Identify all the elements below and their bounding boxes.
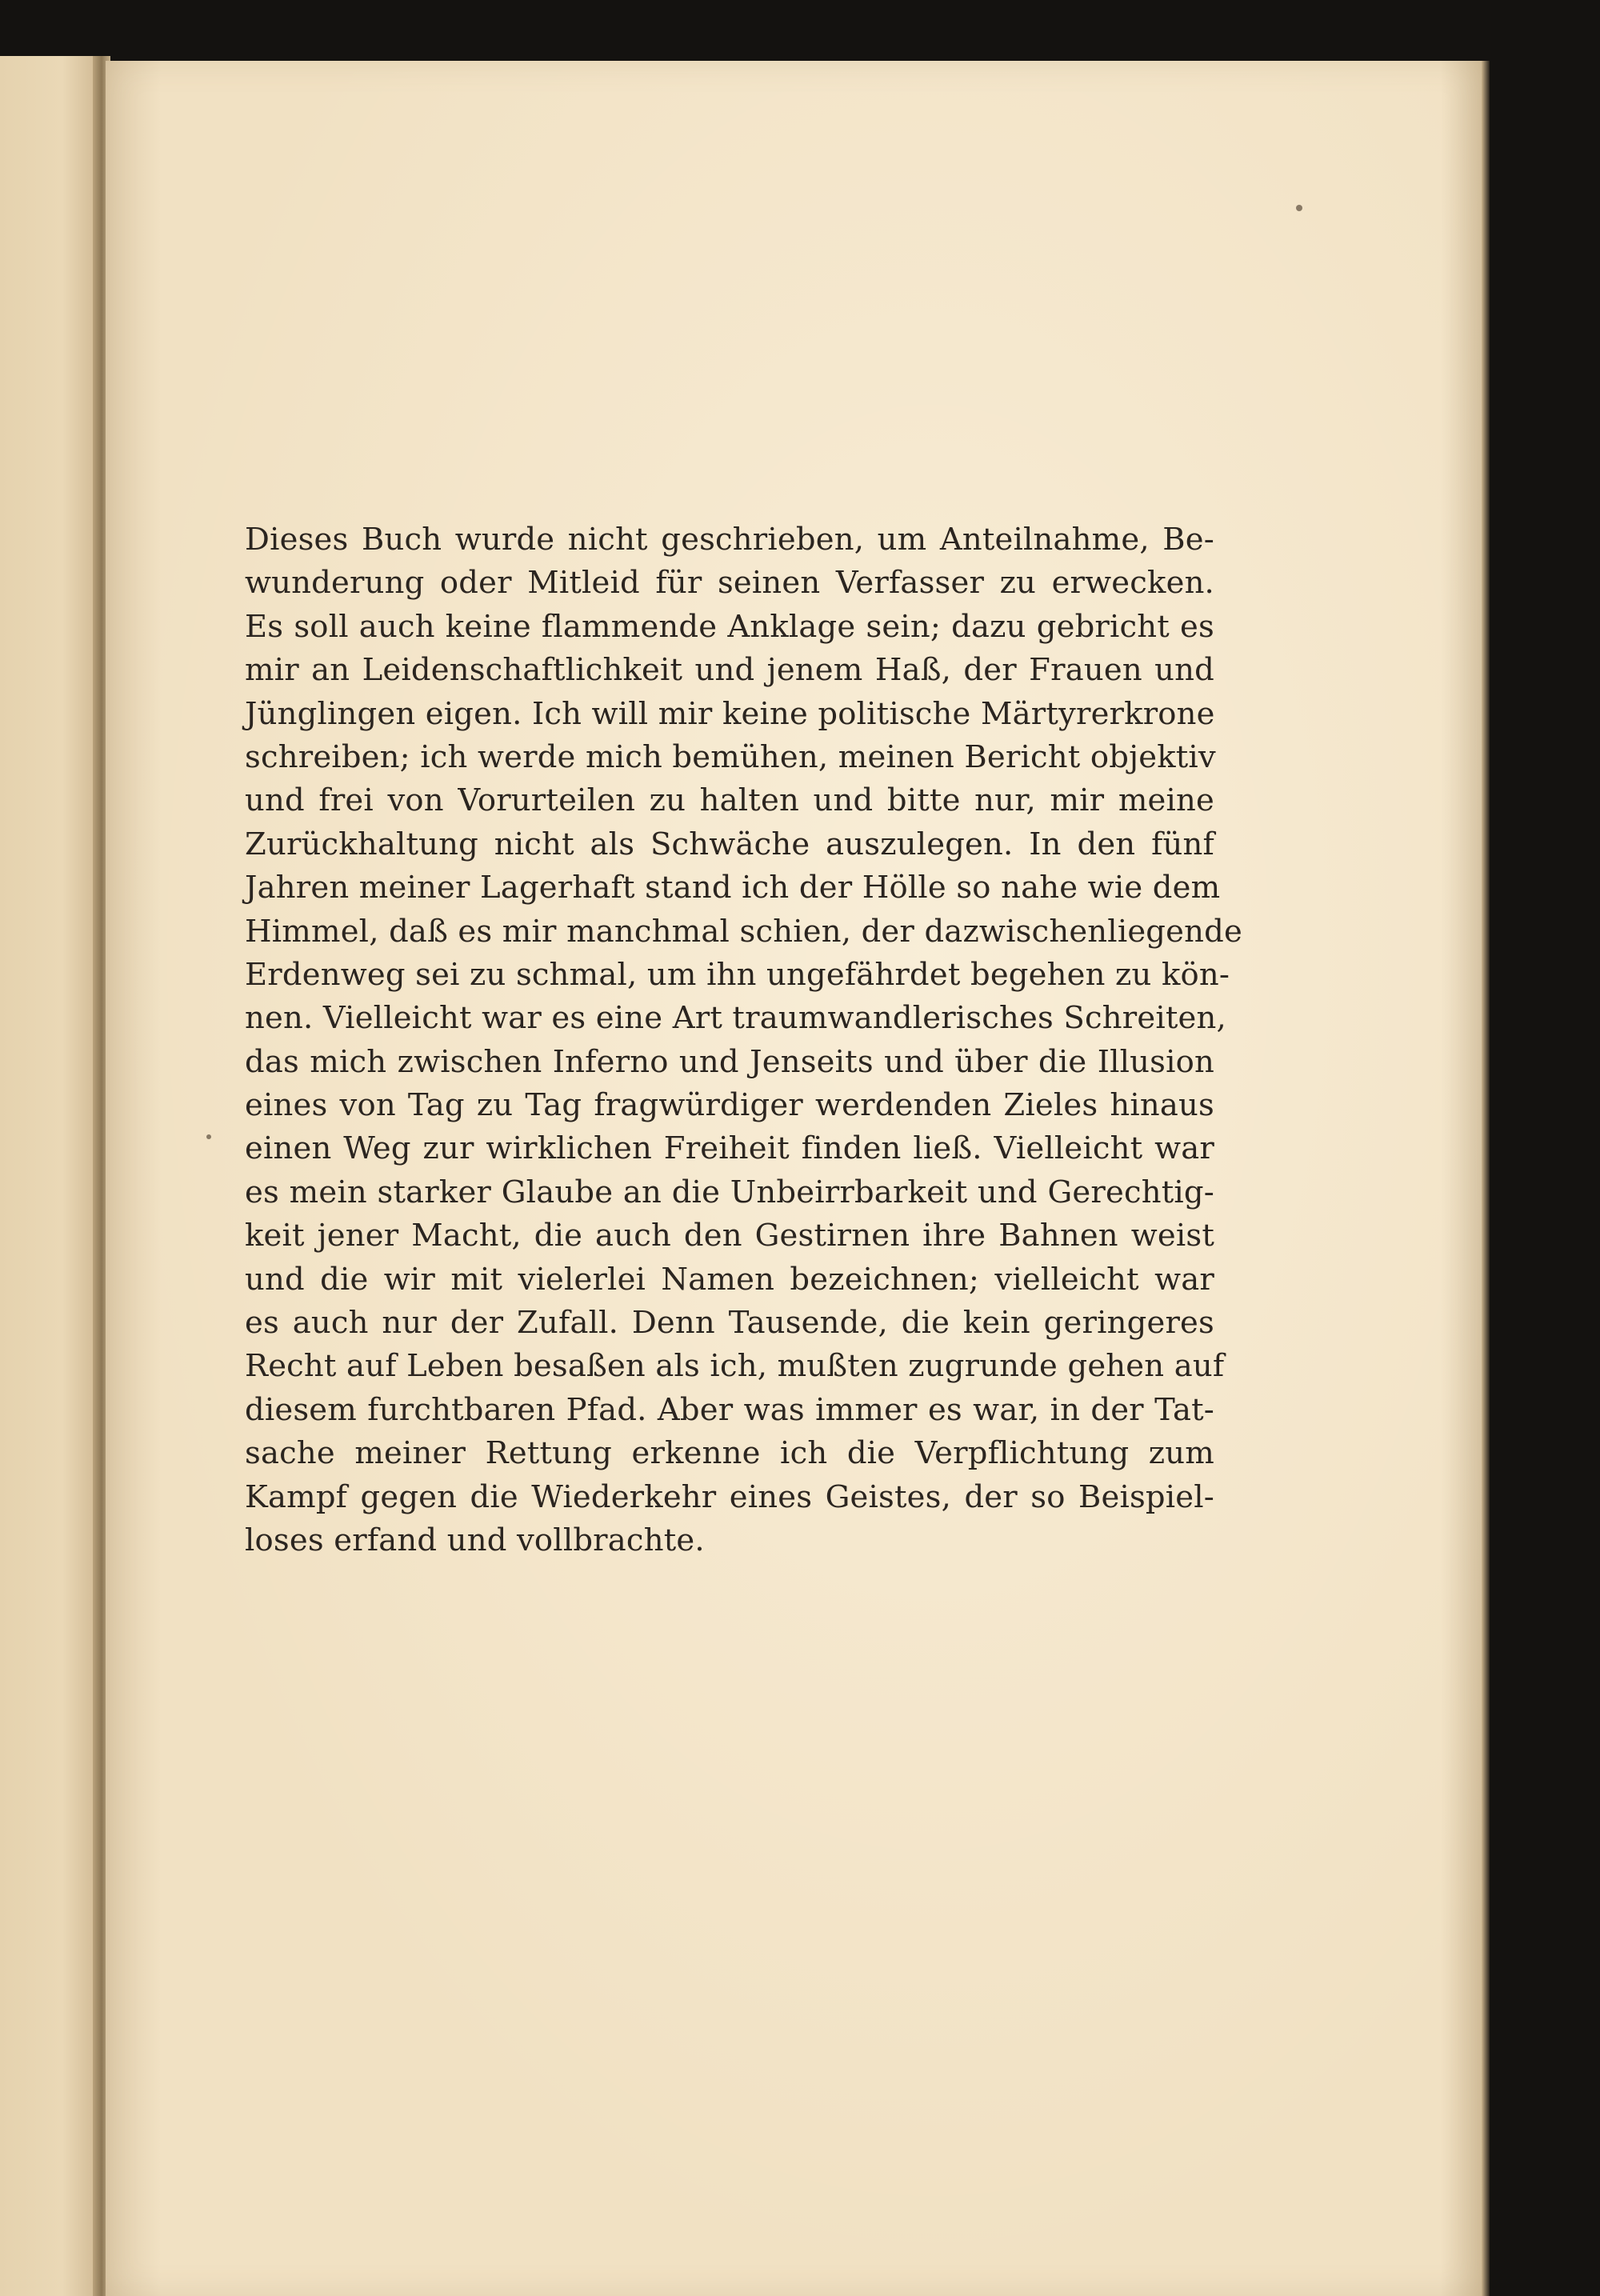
text-line: diesem furchtbaren Pfad. Aber was immer es war, in der Tat- [245,1391,1214,1428]
text-line: und frei von Vorurteilen zu halten und bitte nur, mir meine [245,782,1214,819]
paper-speck [1296,205,1302,211]
text-line: das mich zwischen Inferno und Jenseits und über die Illusion [245,1043,1214,1080]
text-line: Jünglingen eigen. Ich will mir keine politische Märtyrerkrone [245,695,1215,732]
left-page-edge [0,56,104,2296]
preface-paragraph [245,518,1242,1562]
text-line: Erdenweg sei zu schmal, um ihn ungefährdet begehen zu kön- [245,956,1230,993]
text-line: und die wir mit vielerlei Namen bezeichnen; vielleicht war [245,1261,1214,1298]
text-line: wunderung oder Mitleid für seinen Verfasser zu erwecken. [245,565,1214,602]
text-line: Recht auf Leben besaßen als ich, mußten zugrunde gehen auf [245,1348,1225,1385]
text-line: keit jener Macht, die auch den Gestirnen ihre Bahnen weist [245,1218,1214,1254]
text-line: mir an Leidenschaftlichkeit und jenem Haß, der Frauen und [245,652,1214,689]
text-line: Kampf gegen die Wiederkehr eines Geistes, der so Beispiel- [245,1478,1214,1515]
text-line: nen. Vielleicht war es eine Art traumwandlerisches Schreiten, [245,1000,1226,1037]
text-line: es auch nur der Zufall. Denn Tausende, die kein geringeres [245,1305,1214,1342]
text-line: Es soll auch keine flammende Anklage sein; dazu gebricht es [245,608,1214,645]
text-line: Zurückhaltung nicht als Schwäche auszulegen. In den fünf [245,826,1214,862]
page-right-edge [1482,61,1490,2296]
text-line: Jahren meiner Lagerhaft stand ich der Hölle so nahe wie dem [245,870,1221,906]
text-line: es mein starker Glaube an die Unbeirrbarkeit und Gerechtig- [245,1174,1214,1210]
text-line: eines von Tag zu Tag fragwürdiger werdenden Zieles hinaus [245,1087,1214,1124]
text-line: einen Weg zur wirklichen Freiheit finden ließ. Vielleicht war [245,1130,1214,1167]
text-line: loses erfand und vollbrachte. [245,1522,705,1558]
text-line: Himmel, daß es mir manchmal schien, der dazwischenliegende [245,913,1242,950]
text-line: schreiben; ich werde mich bemühen, meinen Bericht objektiv [245,738,1216,775]
text-line: sache meiner Rettung erkenne ich die Verpflichtung zum [245,1435,1214,1472]
text-line: Dieses Buch wurde nicht geschrieben, um Anteilnahme, Be- [245,522,1214,558]
paper-speck [206,1134,211,1139]
